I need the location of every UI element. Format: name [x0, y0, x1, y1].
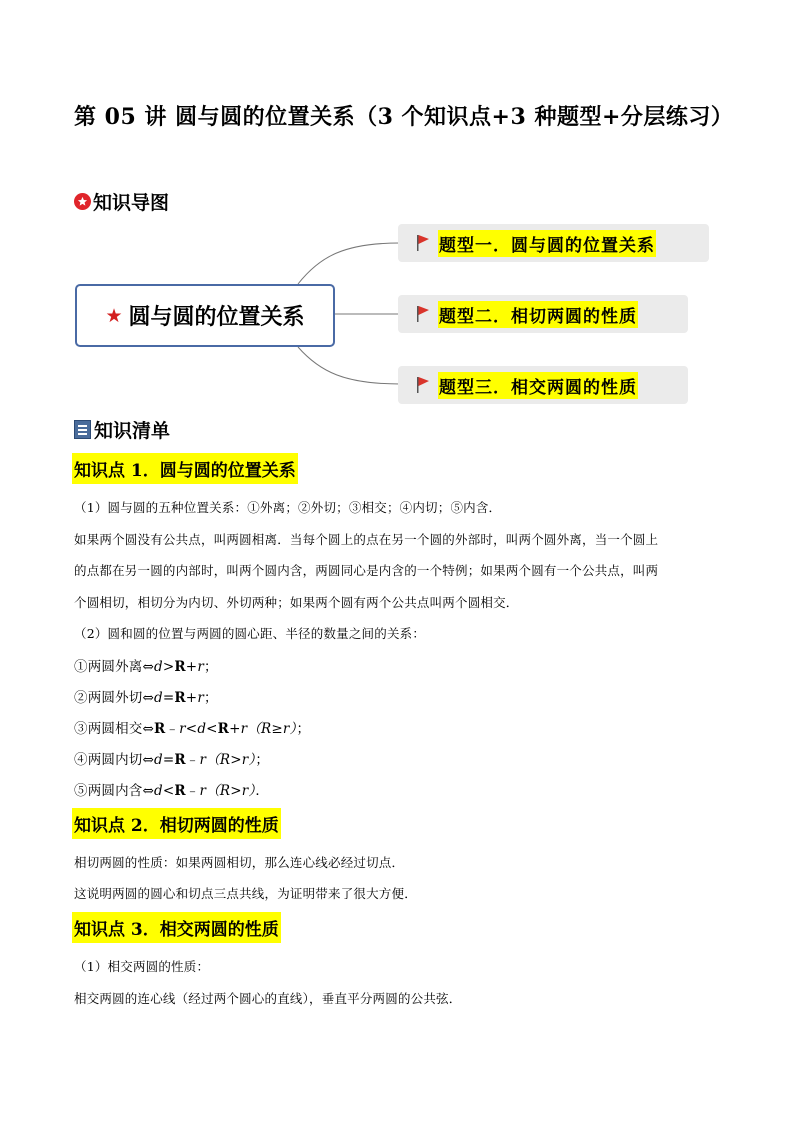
mindmap-branch-2 — [398, 295, 688, 333]
flag-icon — [416, 234, 430, 252]
mindmap-central-node — [75, 284, 335, 347]
red-star-icon: ★ — [105, 304, 123, 327]
relation-1: ①两圆外离⇔d>R+r； — [74, 659, 218, 675]
relation-5: ⑤两圆内含⇔d<R﹣r（R>r）． — [74, 783, 270, 799]
page-title: 第 05 讲 圆与圆的位置关系（3 个知识点+3 种题型+分层练习） — [74, 104, 734, 130]
central-label: 圆与圆的位置关系 — [128, 305, 305, 330]
kp3-paragraph-2: 相交两圆的连心线（经过两个圆心的直线），垂直平分两圆的公共弦． — [74, 991, 462, 1006]
kp1-paragraph-1: （1）圆与圆的五种位置关系：①外离；②外切；③相交；④内切；⑤内含． — [74, 500, 502, 515]
list-icon — [74, 420, 91, 439]
kp1-paragraph-2-line-2: 的点都在另一圆的内部时，叫两个圆内含，两圆同心是内含的一个特例；如果两个圆有一个公共点，叫两 — [74, 563, 659, 578]
kp3-paragraph-1: （1）相交两圆的性质： — [74, 959, 210, 974]
knowledge-point-3-title: 知识点 3．相交两圆的性质 — [72, 912, 281, 943]
kp2-paragraph-2: 这说明两圆的圆心和切点三点共线，为证明带来了很大方便． — [74, 886, 417, 901]
relation-3: ③两圆相交⇔R﹣r<d<R+r（R≥r）； — [74, 721, 311, 737]
branch-label-3: 题型三．相交两圆的性质 — [438, 372, 638, 399]
flag-icon — [416, 376, 430, 394]
mindmap-heading-text: 知识导图 — [93, 192, 170, 214]
knowledge-point-2-title: 知识点 2．相切两圆的性质 — [72, 808, 281, 839]
mindmap-branch-1 — [398, 224, 709, 262]
mindmap-connectors — [0, 0, 793, 420]
kp1-paragraph-3: （2）圆和圆的位置与两圆的圆心距、半径的数量之间的关系： — [74, 626, 426, 641]
relation-4: ④两圆内切⇔d=R﹣r（R>r）； — [74, 752, 270, 768]
relation-2: ②两圆外切⇔d=R+r； — [74, 690, 218, 706]
kp1-paragraph-2-line-3: 个圆相切，相切分为内切、外切两种；如果两个圆有两个公共点叫两个圆相交． — [74, 595, 519, 610]
knowledge-point-1-title: 知识点 1．圆与圆的位置关系 — [72, 453, 298, 484]
knowledge-list-heading — [74, 416, 170, 443]
branch-label-1: 题型一．圆与圆的位置关系 — [438, 230, 656, 257]
flag-icon — [416, 305, 430, 323]
kp2-paragraph-1: 相切两圆的性质：如果两圆相切，那么连心线必经过切点． — [74, 855, 405, 870]
mindmap-branch-3 — [398, 366, 688, 404]
branch-label-2: 题型二．相切两圆的性质 — [438, 301, 638, 328]
knowledge-list-heading-text: 知识清单 — [94, 420, 171, 442]
kp1-paragraph-2-line-1: 如果两个圆没有公共点，叫两圆相离．当每个圆上的点在另一个圆的外部时，叫两个圆外离，当一个圆上 — [74, 532, 659, 547]
